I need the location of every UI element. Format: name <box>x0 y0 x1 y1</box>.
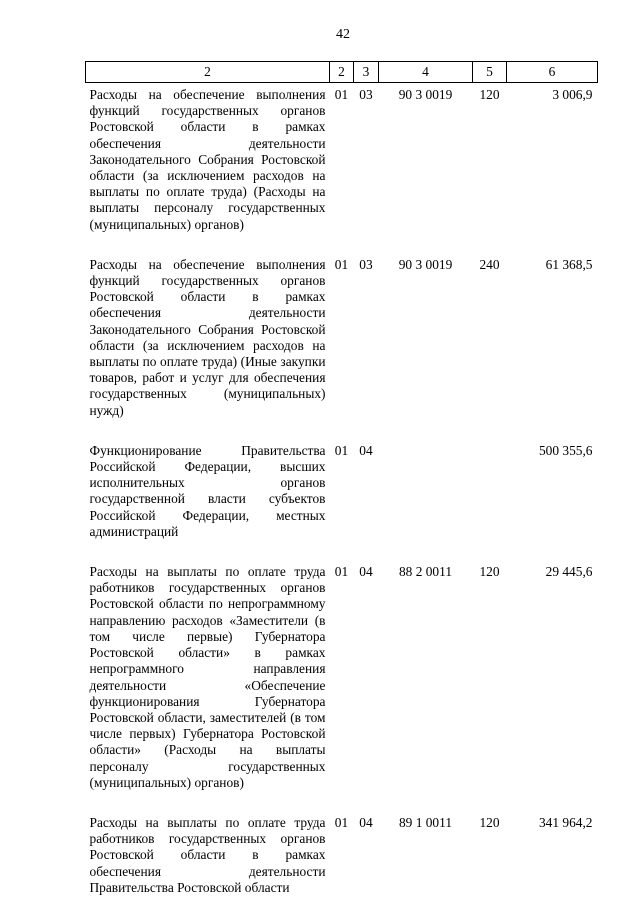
row-expense-type <box>473 419 507 540</box>
row-name: Расходы на обеспечение выполнения функций государственных органов Ростовской области в рамках обеспечения деятельности Законодательного Собрания Ростовской области (за исключением расходов на выплаты по оплате труда) (Расходы на выплаты персоналу государственных (муниципальных) органов) <box>89 87 326 232</box>
row-name: Расходы на обеспечение выполнения функций государственных органов Ростовской области в рамках обеспечения деятельности Законодательного Собрания Ростовской области (за исключением расходов на выплаты по оплате труда) (Иные закупки товаров, работ и услуг для обеспечения государственных (муниципальных) нужд) <box>89 256 326 418</box>
table-row <box>86 83 598 233</box>
row-name: Расходы на выплаты по оплате труда работников государственных органов Ростовской области в рамках обеспечения деятельности Правительства Ростовской области <box>89 814 326 895</box>
row-expense-type: 240 <box>479 256 500 272</box>
header-expense-type: 5 <box>473 62 507 83</box>
row-subsection: 04 <box>359 814 373 830</box>
header-amount: 6 <box>507 62 598 83</box>
row-amount: 3 006,9 <box>552 87 593 102</box>
row-amount: 341 964,2 <box>538 814 593 830</box>
row-section: 01 <box>334 256 349 272</box>
row-subsection: 03 <box>359 256 373 272</box>
budget-table <box>85 61 598 896</box>
row-name: Функционирование Правительства Российской Федерации, высших исполнительных органов государственной власти субъектов Российской Федерации, местных администраций <box>89 442 326 539</box>
row-expense-type: 120 <box>479 87 500 102</box>
row-subsection: 03 <box>359 87 373 102</box>
row-section: 01 <box>334 87 349 102</box>
header-section: 2 <box>330 62 354 83</box>
row-section: 01 <box>334 442 349 458</box>
row-amount: 500 355,6 <box>538 442 593 458</box>
row-target-article <box>379 419 473 540</box>
table-row <box>86 791 598 896</box>
header-name: 2 <box>86 62 330 83</box>
table-row <box>86 419 598 540</box>
row-target-article: 90 3 0019 <box>398 87 453 102</box>
table-row <box>86 233 598 419</box>
header-subsection: 3 <box>354 62 379 83</box>
row-amount: 29 445,6 <box>545 564 593 580</box>
row-subsection: 04 <box>359 442 373 458</box>
row-name: Расходы на выплаты по оплате труда работников государственных органов Ростовской области по непрограммному направлению расходов «Заместители (в том числе первые) Губернатора Ростовской области» в рамках непрограммного направления деятельности «Обеспечение функционирования Губернатора Ростовской области, заместителей (в том числе первых) Губернатора Ростовской области» (Расходы на выплаты персоналу государственных (муниципальных) органов) <box>89 564 326 790</box>
row-target-article: 88 2 0011 <box>398 564 453 580</box>
row-target-article: 90 3 0019 <box>398 256 453 272</box>
row-subsection: 04 <box>359 564 373 580</box>
table-row <box>86 540 598 791</box>
row-amount: 61 368,5 <box>545 256 593 272</box>
header-target-article: 4 <box>379 62 473 83</box>
row-section: 01 <box>334 814 349 830</box>
row-expense-type: 120 <box>479 814 500 830</box>
page-number: 42 <box>336 27 350 42</box>
row-section: 01 <box>334 564 349 580</box>
header-row <box>86 62 598 83</box>
row-target-article: 89 1 0011 <box>398 814 453 830</box>
row-expense-type: 120 <box>479 564 500 580</box>
